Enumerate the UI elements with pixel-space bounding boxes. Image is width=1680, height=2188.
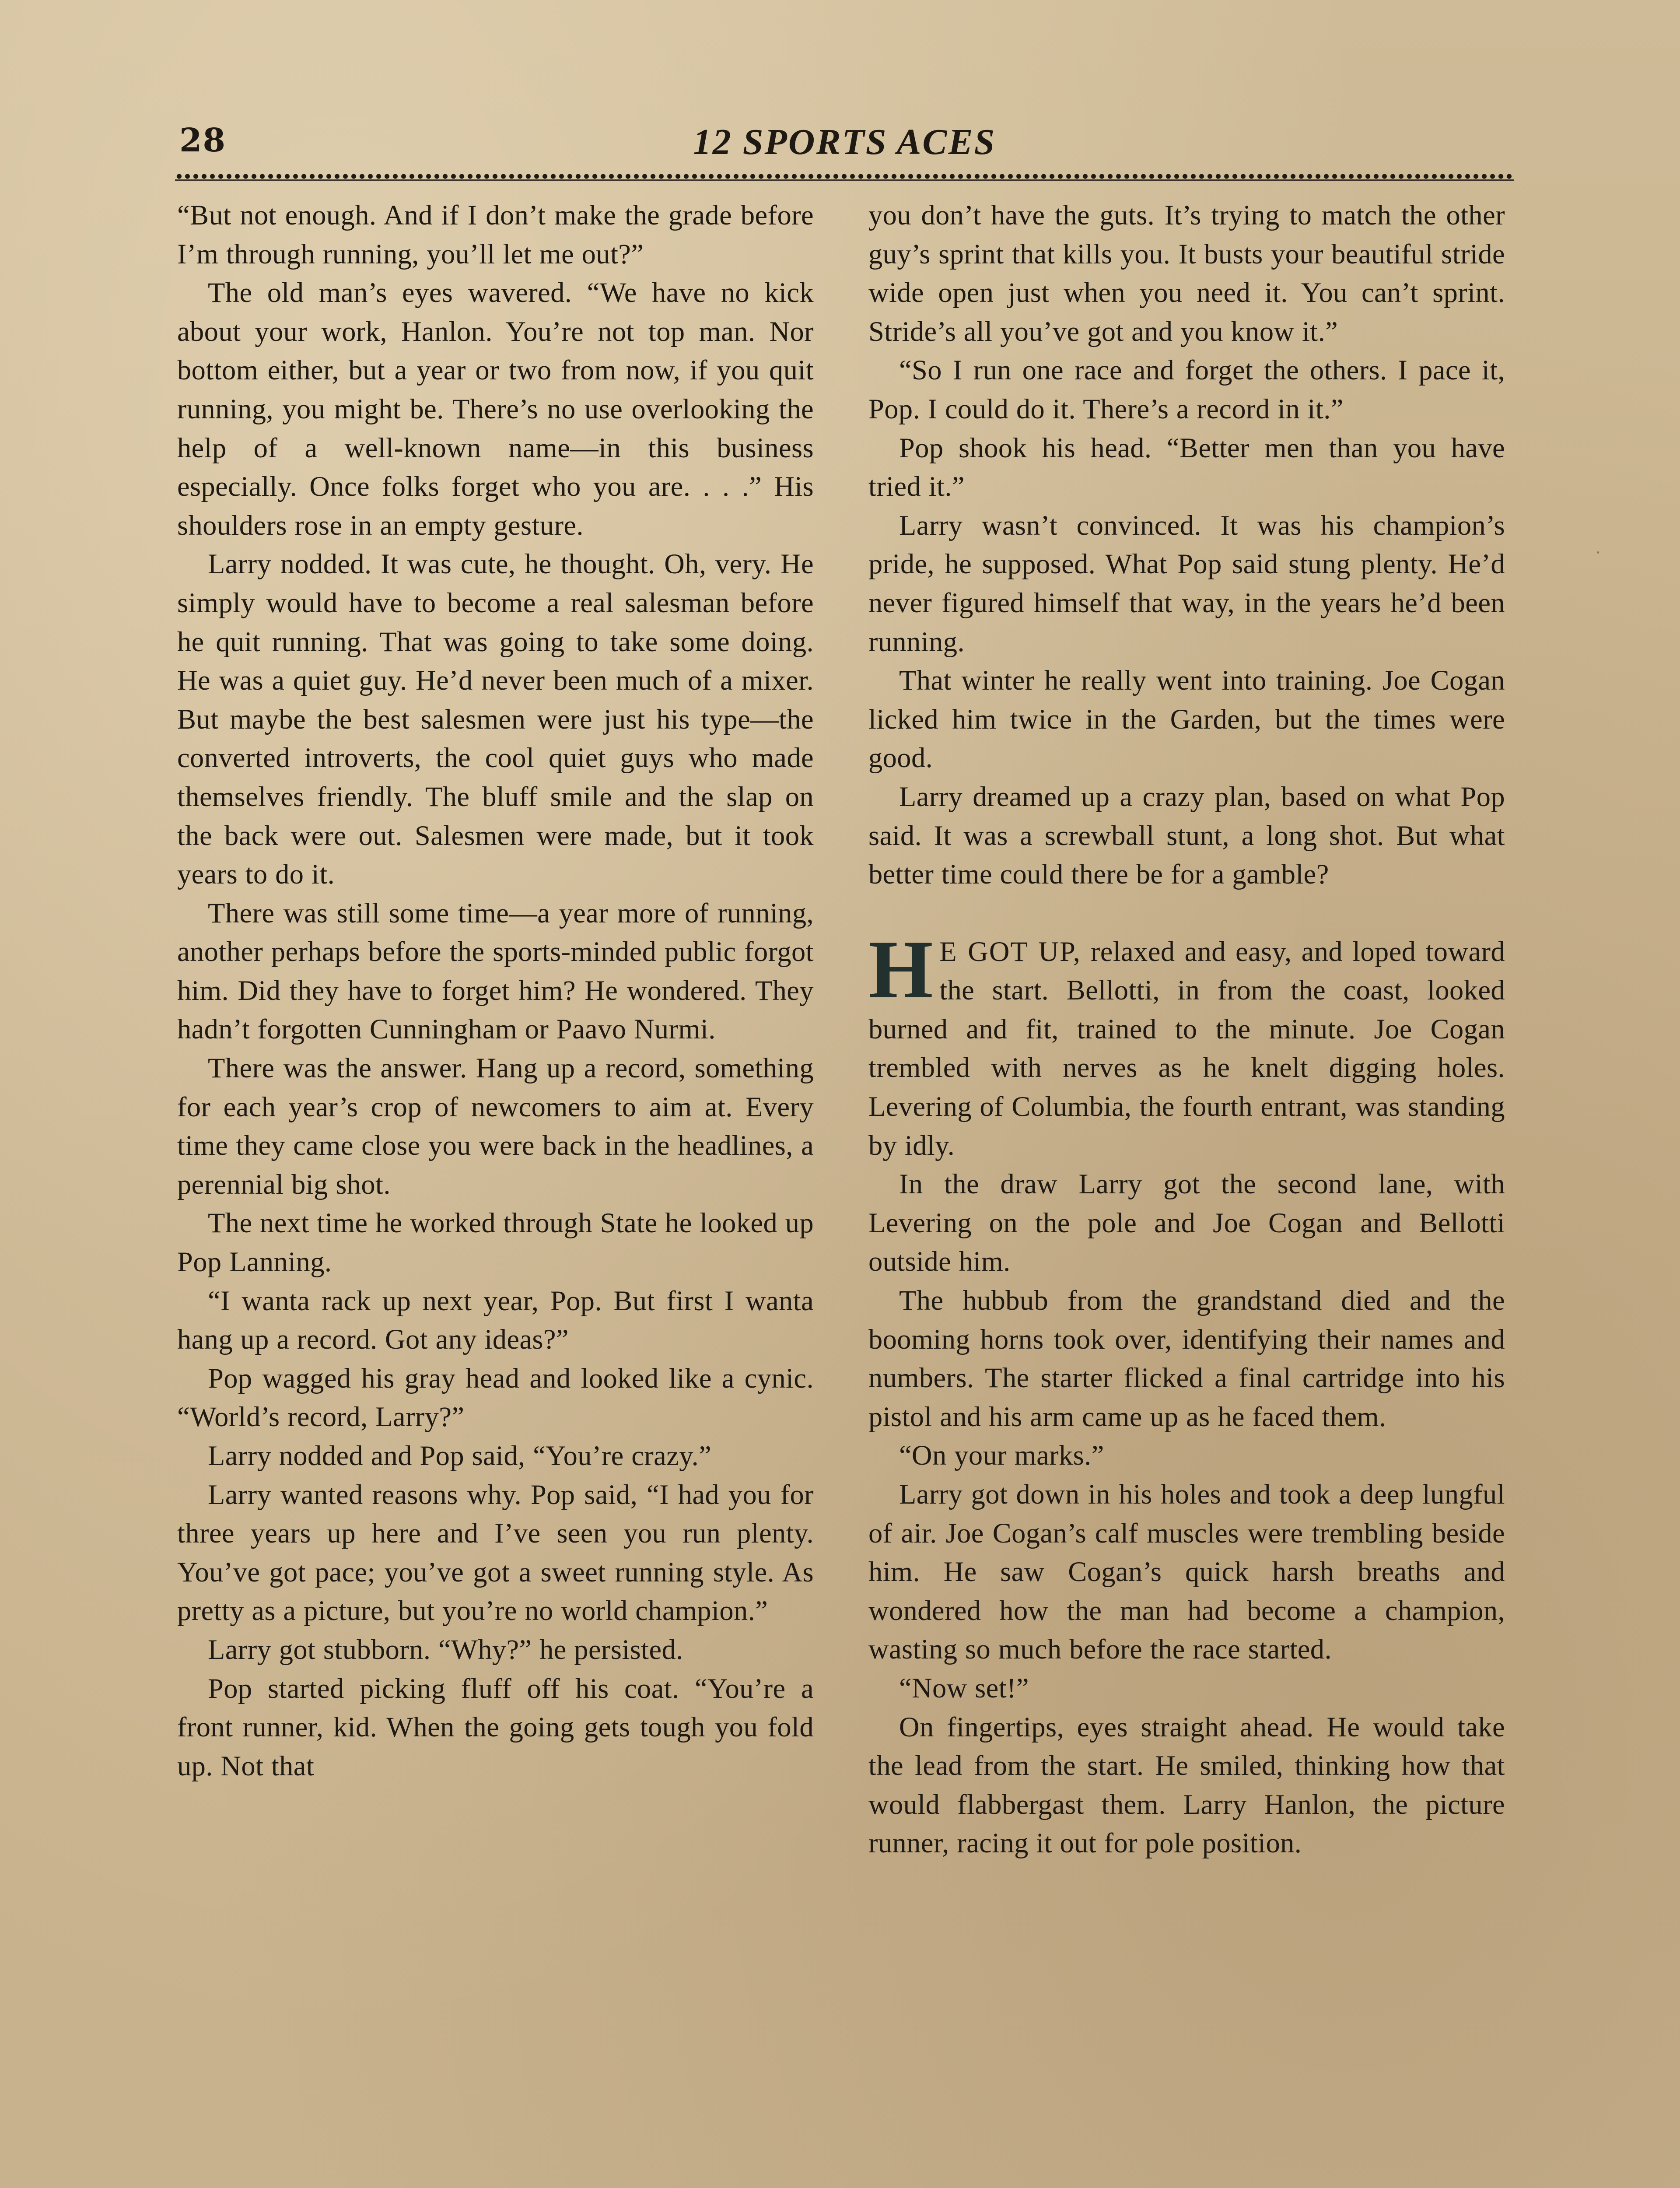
text-column-left [177,196,814,1785]
paper-speck [1597,551,1599,554]
paragraph: Larry wanted reasons why. Pop said, “I had you for three years up here and I’ve seen you run plenty. You’ve got pace; you’ve got a sweet running style. As pretty as a picture, but you’re no world champion.” [177,1479,814,1627]
text-column-right [868,196,1505,1863]
paragraph: The hubbub from the grandstand died and the booming horns took over, identifying their names and numbers. The starter flicked a final cartridge into his pistol and his arm came up as he faced them. [868,1285,1505,1432]
section-opening-paragraph [868,923,1505,1165]
paragraph: There was still some time—a year more of running, another perhaps before the sports-minded public forgot him. Did they have to forget him? He wondered. They hadn’t forgotten Cunningham or Paavo Nurmi. [177,897,814,1045]
section-break [868,894,1505,933]
paragraph-text: relaxed and easy, and loped toward the start. Bellotti, in from the coast, looked burned and fit, trained to the minute. Joe Cogan trembled with nerves as he knelt digging holes. Levering of Columbia, the fourth entrant, was standing by idly. [868,936,1505,1161]
paragraph: “I wanta rack up next year, Pop. But first I wanta hang up a record. Got any ideas?” [177,1285,814,1355]
paragraph: Pop wagged his gray head and looked like a cynic. “World’s record, Larry?” [177,1362,814,1433]
run-in-caps: E GOT UP, [939,936,1081,967]
magazine-title: 12 SPORTS ACES [693,122,996,162]
paragraph: There was the answer. Hang up a record, something for each year’s crop of newcomers to aim at. Every time they came close you were back in the headlines, a perennial big shot. [177,1052,814,1200]
page-header [179,118,1509,166]
paragraph: That winter he really went into training. Joe Cogan licked him twice in the Garden, but the times were good. [868,665,1505,774]
page-number: 28 [179,122,226,159]
paragraph: Larry dreamed up a crazy plan, based on what Pop said. It was a screwball stunt, a long shot. But what better time could there be for a gamble? [868,781,1505,890]
paragraph: “Now set!” [899,1672,1029,1704]
paragraph: In the draw Larry got the second lane, with Levering on the pole and Joe Cogan and Bellotti outside him. [868,1168,1505,1277]
drop-cap: H [868,923,934,1016]
paragraph: Larry nodded and Pop said, “You’re crazy.” [208,1440,712,1471]
paragraph: Larry got down in his holes and took a deep lungful of air. Joe Cogan’s calf muscles were trembling beside him. He saw Cogan’s quick harsh breaths and wondered how the man had become a champion, wasting so much before the race started. [868,1479,1505,1665]
paragraph: “On your marks.” [899,1440,1104,1471]
paragraph: Pop started picking fluff off his coat. “You’re a front runner, kid. When the going gets tough you fold up. Not that [177,1673,814,1781]
paragraph: you don’t have the guts. It’s trying to match the other guy’s sprint that kills you. It busts your beautiful stride wide open just when you need it. You can’t sprint. Stride’s all you’ve got and you know it.” [868,200,1505,347]
paragraph: “But not enough. And if I don’t make the grade before I’m through running, you’ll let me out?” [177,200,814,270]
header-dotted-rule [175,172,1514,181]
paragraph: Larry got stubborn. “Why?” he persisted. [208,1634,683,1665]
paragraph: Pop shook his head. “Better men than you have tried it.” [868,432,1505,502]
paragraph: Larry nodded. It was cute, he thought. Oh, very. He simply would have to become a real salesman before he quit running. That was going to take some doing. He was a quiet guy. He’d never been much of a mixer. But maybe the best salesmen were just his type—the converted introverts, the cool quiet guys who made themselves friendly. The bluff smile and the slap on the back were out. Salesmen were made, but it took years to do it. [177,548,814,890]
paragraph: Larry wasn’t convinced. It was his champion’s pride, he supposed. What Pop said stung plenty. He’d never figured himself that way, in the years he’d been running. [868,509,1505,657]
paragraph: The next time he worked through State he looked up Pop Lanning. [177,1207,814,1278]
paragraph: On fingertips, eyes straight ahead. He would take the lead from the start. He smiled, thinking how that would flabbergast them. Larry Hanlon, the picture runner, racing it out for pole position. [868,1711,1505,1859]
paragraph: The old man’s eyes wavered. “We have no kick about your work, Hanlon. You’re not top man. Nor bottom either, but a year or two from now, if you quit running, you might be. There’s no use overlooking the help of a well-known name—in this business especially. Once folks forget who you are. . . .” His shoulders rose in an empty gesture. [177,277,814,541]
paragraph: “So I run one race and forget the others. I pace it, Pop. I could do it. There’s a record in it.” [868,354,1505,424]
